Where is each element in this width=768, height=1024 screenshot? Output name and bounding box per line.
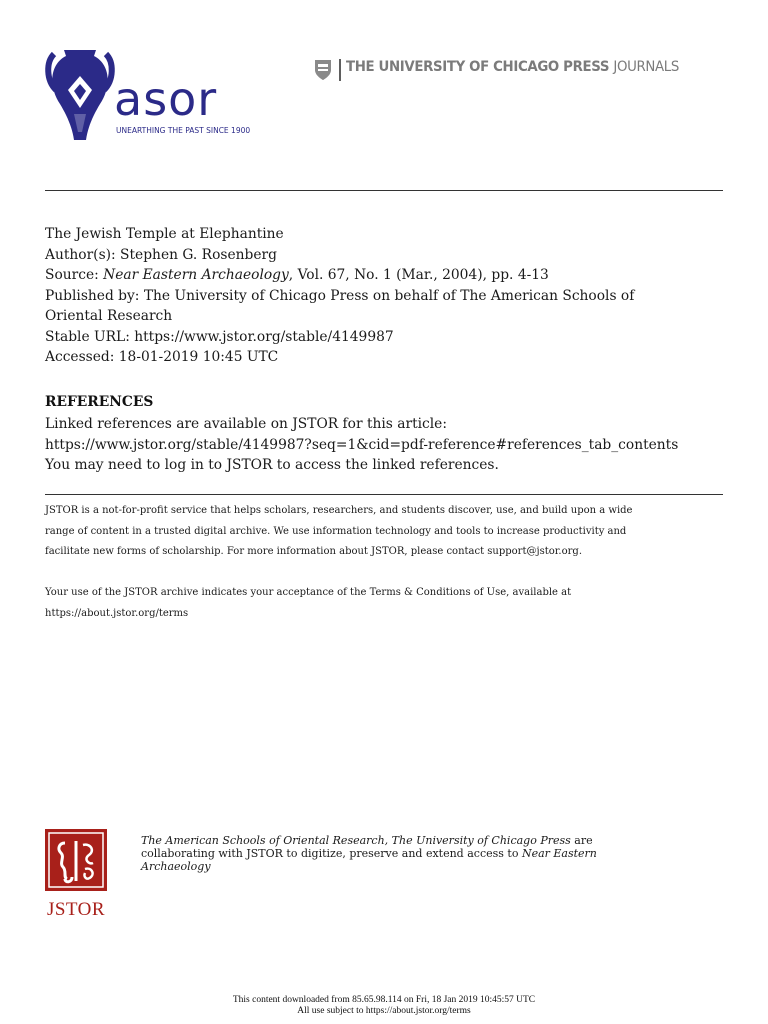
jstor-logo <box>45 829 107 921</box>
partner-line-2 <box>141 847 597 860</box>
publisher-line-2: Oriental Research <box>45 308 173 324</box>
shield-icon <box>314 59 332 81</box>
terms-notice: All use subject to https://about.jstor.org/terms <box>297 1006 471 1016</box>
press-name-main: THE UNIVERSITY OF CHICAGO PRESS <box>346 59 610 75</box>
article-author: Author(s): Stephen G. Rosenberg <box>45 247 277 263</box>
jstor-emblem <box>45 829 107 891</box>
amphora-icon <box>44 46 116 144</box>
terms-line-1: Your use of the JSTOR archive indicates your acceptance of the Terms & Conditions of Use, available at <box>45 587 572 598</box>
download-notice: This content downloaded from 85.65.98.114 on Fri, 18 Jan 2019 10:45:57 UTC <box>232 995 536 1005</box>
references-link[interactable]: https://www.jstor.org/stable/4149987?seq=1&cid=pdf-reference#references_tab_contents <box>45 437 679 453</box>
partner-separator: , <box>384 834 392 847</box>
asor-wordmark: asor <box>114 72 218 126</box>
references-heading: REFERENCES <box>45 394 154 410</box>
notice-line-1: JSTOR is a not-for-profit service that helps scholars, researchers, and students discover, use, and build upon a wide <box>45 505 633 516</box>
partner-org-2: The University of Chicago Press <box>391 834 571 847</box>
stable-url[interactable]: Stable URL: https://www.jstor.org/stable/4149987 <box>45 329 394 345</box>
asor-tagline: UNEARTHING THE PAST SINCE 1900 <box>116 126 251 135</box>
partner-journal-1: Near Eastern <box>521 847 597 860</box>
press-name <box>346 59 679 75</box>
source-journal: Near Eastern Archaeology <box>103 267 289 283</box>
accessed-date: Accessed: 18-01-2019 10:45 UTC <box>45 349 279 365</box>
references-login-note: You may need to log in to JSTOR to access the linked references. <box>45 457 499 473</box>
partner-text: collaborating with JSTOR to digitize, preserve and extend access to <box>141 847 522 860</box>
source-details: , Vol. 67, No. 1 (Mar., 2004), pp. 4-13 <box>288 267 549 283</box>
article-title: The Jewish Temple at Elephantine <box>45 226 284 242</box>
notice-divider <box>45 494 723 495</box>
partner-org-1: The American Schools of Oriental Research <box>141 834 385 847</box>
partner-line-3 <box>141 860 211 873</box>
jstor-wordmark: JSTOR <box>46 899 106 920</box>
publisher-line-1: Published by: The University of Chicago Press on behalf of The American Schools of <box>45 288 635 304</box>
notice-line-3: facilitate new forms of scholarship. For more information about JSTOR, please contact support@jstor.org. <box>45 546 582 557</box>
terms-link[interactable]: https://about.jstor.org/terms <box>45 608 189 619</box>
top-divider <box>45 190 723 191</box>
partner-journal-2: Archaeology <box>141 860 211 873</box>
jstor-emblem-icon <box>45 829 107 891</box>
notice-line-2: range of content in a trusted digital archive. We use information technology and tools to increase productivity and <box>45 526 627 537</box>
source-prefix: Source: <box>45 267 104 283</box>
references-intro: Linked references are available on JSTOR for this article: <box>45 416 447 432</box>
partner-verb: are <box>570 834 593 847</box>
press-name-journals: JOURNALS <box>613 59 679 75</box>
asor-logo <box>44 46 274 146</box>
logo-divider <box>339 59 341 81</box>
partner-line-1 <box>141 834 593 847</box>
article-source <box>45 265 549 285</box>
